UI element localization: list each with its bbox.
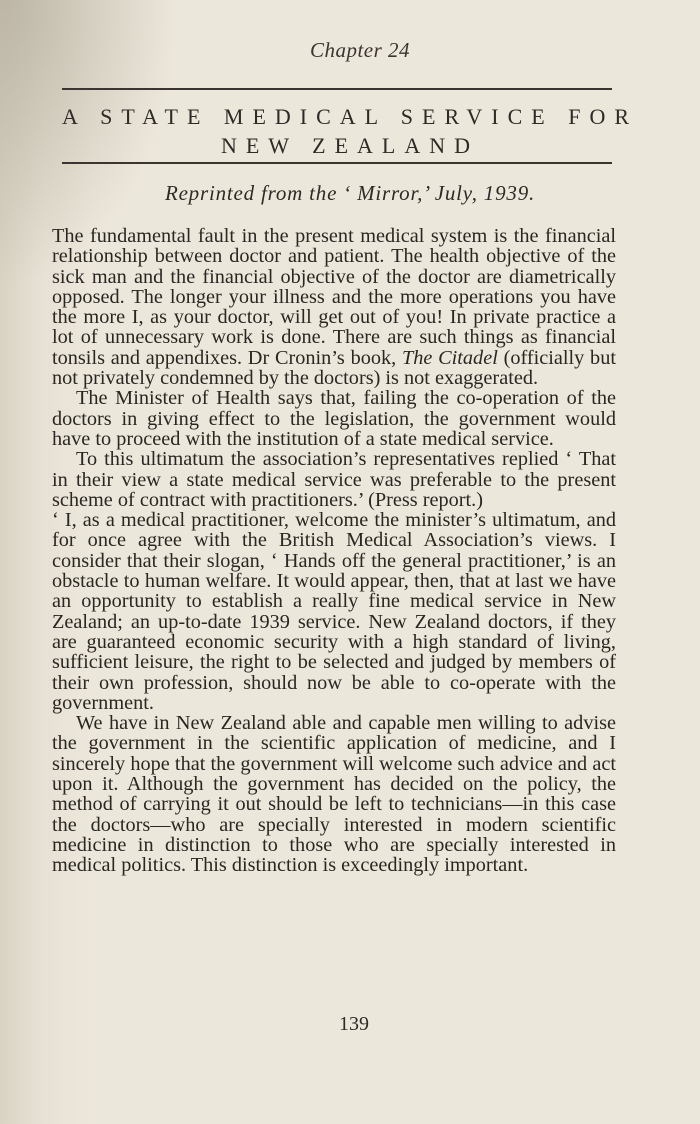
body-text (52, 226, 616, 876)
paragraph-4: ‘ I, as a medical practitioner, welcome the minister’s ultimatum, and for once agree with the British Medical Association’s views. I consider that their slogan, ‘ Hands off the general practitioner,’ is an obstacle to human welfare. It would appear, then, that at last we have an opportunity to establish a really fine medical service in New Zealand; an up-to-date 1939 service. New Zealand doctors, if they are guaranteed economic security with a high standard of living, sufficient leisure, the right to be selected and judged by members of their own profession, should now be able to co-operate with the government. (52, 509, 616, 714)
chapter-title-line-2: NEW ZEALAND (220, 133, 480, 158)
reprint-note: Reprinted from the ‘ Mirror,’ July, 1939. (164, 181, 536, 205)
paragraph-3: To this ultimatum the association’s representatives replied ‘ That in their view a state medical service was preferable to the present scheme of contract with practitioners.’ (Press report.) (52, 448, 616, 511)
paragraph-1-text-b: (officially but not privately condemned by the doctors) is not exaggerated. (52, 346, 616, 390)
paragraph-5: We have in New Zealand able and capable men willing to advise the government in the scientific application of medicine, and I sincerely hope that the government will welcome such advice and act upon it. Although the government has decided on the policy, the method of carrying it out should be left to technicians—in this case the doctors—who are specially interested in modern scientific medicine in distinction to those who are specially interested in medical politics. This distinction is exceedingly important. (52, 712, 616, 877)
page-number: 139 (339, 1013, 369, 1035)
title-rule-top (62, 88, 612, 90)
paragraph-1 (52, 226, 616, 388)
title-rule-bottom (62, 162, 612, 164)
chapter-heading: Chapter 24 (309, 38, 411, 62)
paragraph-2: The Minister of Health says that, failing the co-operation of the doctors in giving effect to the legislation, the government would have to proceed with the institution of a state medical service. (52, 387, 616, 450)
chapter-title-line-1: A STATE MEDICAL SERVICE FOR (61, 104, 639, 129)
paragraph-1-text-a: The fundamental fault in the present medical system is the financial relationship between doctor and patient. The health objective of the sick man and the financial objective of the doctor are diametrically opposed. The longer your illness and the more operations you have the more I, as your doctor, will get out of you! In private practice a lot of unnecessary work is done. There are such things as financial tonsils and appendixes. Dr Cronin’s book, (52, 225, 616, 369)
book-title-the-citadel: The Citadel (401, 346, 498, 369)
chapter-title (40, 102, 660, 160)
